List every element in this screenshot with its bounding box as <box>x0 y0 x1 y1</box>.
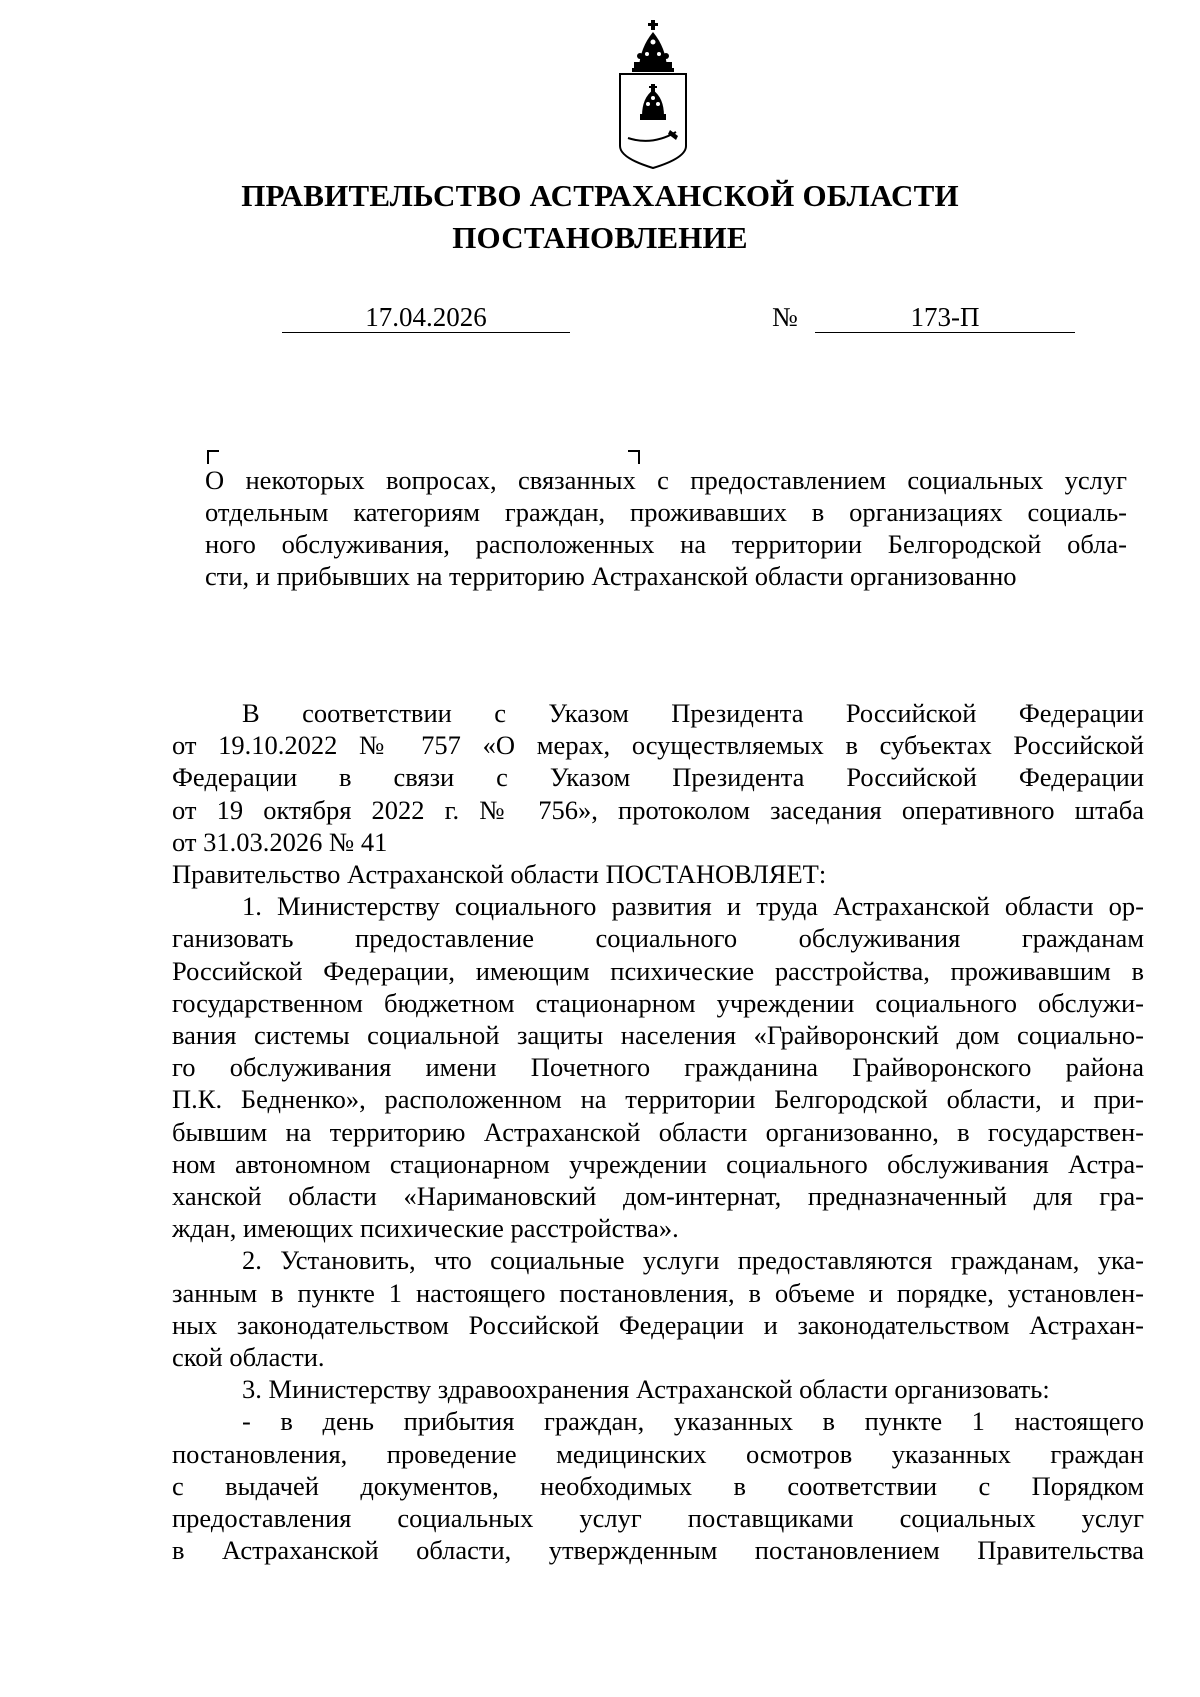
subject-line: сти, и прибывших на территорию Астраханской области организованно <box>205 561 1017 591</box>
body-line: ганизовать предоставление социального обслуживания гражданам <box>172 923 1144 954</box>
body-line: ханской области «Наримановский дом-интернат, предназначенный для гра- <box>172 1181 1144 1212</box>
document-subject <box>205 464 1127 592</box>
body-line: ждан, имеющих психические расстройства». <box>172 1213 679 1244</box>
body-line: ном автономном стационарном учреждении социального обслуживания Астра- <box>172 1148 1144 1179</box>
body-line: ской области. <box>172 1342 325 1373</box>
body-line: в Астраханской области, утвержденным постановлением Правительства <box>172 1535 1144 1566</box>
body-line: 1. Министерству социального развития и труда Астраханской области ор- <box>242 891 1144 922</box>
body-line: Федерации в связи с Указом Президента Российской Федерации <box>172 762 1144 793</box>
body-line: ных законодательством Российской Федерации и законодательством Астрахан- <box>172 1309 1144 1340</box>
body-line: от 19.10.2022 № 757 «О мерах, осуществляемых в субъектах Российской <box>172 730 1144 761</box>
body-line: бывшим на территорию Астраханской области организованно, в государствен- <box>172 1116 1144 1147</box>
subject-bracket-left <box>207 450 219 464</box>
body-line: предоставления социальных услуг поставщиками социальных услуг <box>172 1503 1144 1534</box>
body-line: от 31.03.2026 № 41 <box>172 826 388 857</box>
body-line: с выдачей документов, необходимых в соответствии с Порядком <box>172 1470 1144 1501</box>
subject-line: отдельным категориям граждан, проживавших в организациях социаль- <box>205 497 1127 527</box>
body-line: - в день прибытия граждан, указанных в пункте 1 настоящего <box>242 1406 1144 1437</box>
subject-line: О некоторых вопросах, связанных с предоставлением социальных услуг <box>205 465 1127 495</box>
body-line: П.К. Бедненко», расположенном на территории Белгородской области, и при- <box>172 1084 1144 1115</box>
document-body <box>172 697 1144 1566</box>
document-number: 173-П <box>815 302 1075 333</box>
body-line: постановления, проведение медицинских осмотров указанных граждан <box>172 1438 1144 1469</box>
body-line: го обслуживания имени Почетного гражданина Грайворонского района <box>172 1052 1144 1083</box>
document-type-title: ПОСТАНОВЛЕНИЕ <box>452 220 748 255</box>
body-line: занным в пункте 1 настоящего постановления, в объеме и порядке, установлен- <box>172 1277 1144 1308</box>
number-sign: № <box>772 302 798 332</box>
organization-title: ПРАВИТЕЛЬСТВО АСТРАХАНСКОЙ ОБЛАСТИ <box>241 178 959 213</box>
subject-bracket-right <box>628 450 640 464</box>
body-line: В соответствии с Указом Президента Российской Федерации <box>242 698 1144 728</box>
body-line: Российской Федерации, имеющим психические расстройства, проживавшим в <box>172 955 1144 986</box>
body-line: государственном бюджетном стационарном учреждении социального обслужи- <box>172 987 1144 1018</box>
body-line: 2. Установить, что социальные услуги предоставляются гражданам, ука- <box>242 1245 1144 1276</box>
subject-line: ного обслуживания, расположенных на территории Белгородской обла- <box>205 529 1127 559</box>
document-date: 17.04.2026 <box>282 302 570 333</box>
coat-of-arms-emblem <box>614 18 692 170</box>
body-line: от 19 октября 2022 г. № 756», протоколом заседания оперативного штаба <box>172 794 1144 825</box>
body-line: 3. Министерству здравоохранения Астраханской области организовать: <box>242 1374 1050 1405</box>
body-line: вания системы социальной защиты населения «Грайворонский дом социально- <box>172 1020 1144 1051</box>
body-line: Правительство Астраханской области ПОСТАНОВЛЯЕТ: <box>172 859 827 890</box>
